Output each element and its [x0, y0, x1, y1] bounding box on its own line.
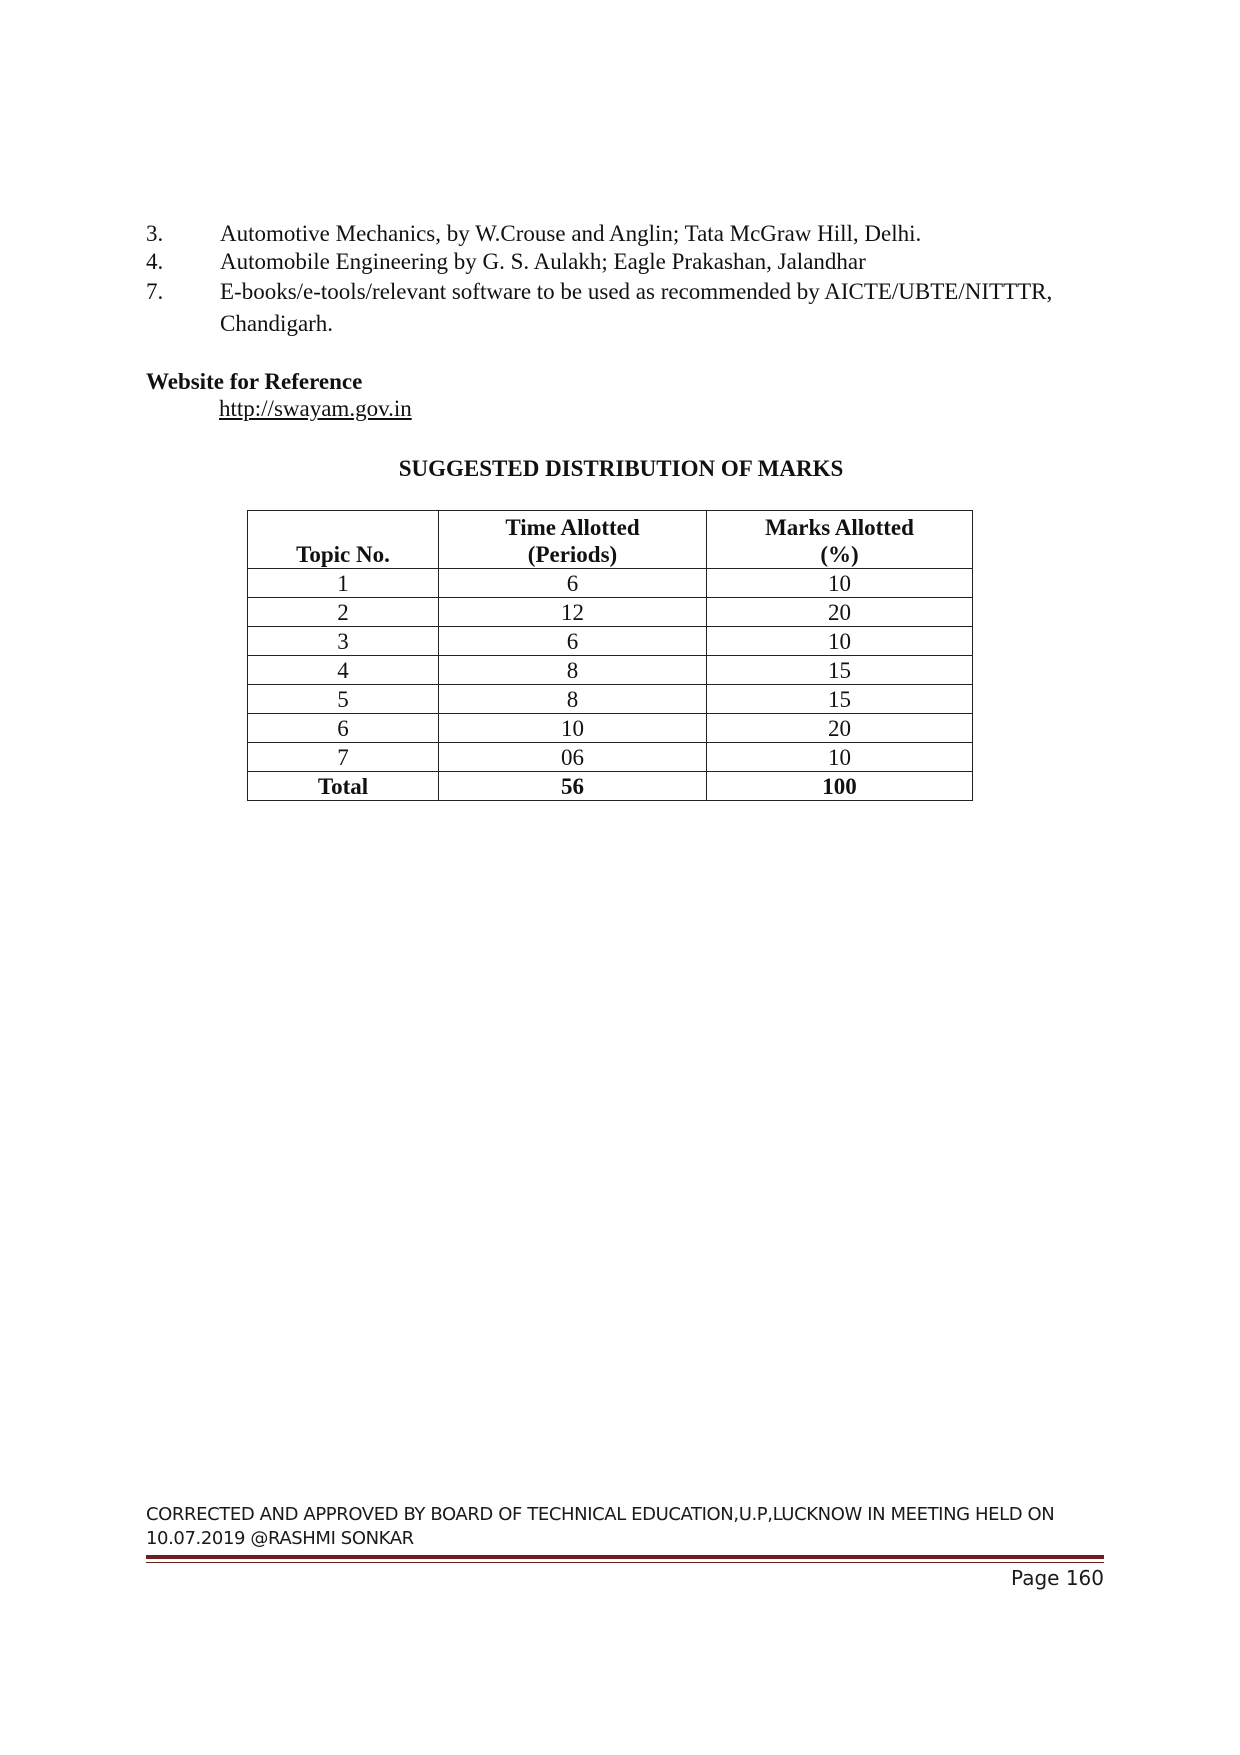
footer-approval-note: CORRECTED AND APPROVED BY BOARD OF TECHNICAL EDUCATION,U.P,LUCKNOW IN MEETING HELD ON 10.07.2019 @RASHMI SONKAR — [146, 1504, 1055, 1549]
header-topic-no — [248, 511, 439, 569]
header-time-line2: (Periods) — [527, 542, 618, 567]
footer-divider — [146, 1555, 1104, 1559]
cell-total-marks: 100 — [707, 772, 973, 801]
reference-item — [146, 248, 1126, 276]
marks-distribution-table — [247, 510, 973, 801]
page-number: Page 160 — [1011, 1566, 1104, 1590]
table-total-row — [248, 772, 973, 801]
table-row — [248, 627, 973, 656]
header-marks-line2: (%) — [820, 542, 859, 567]
cell-marks: 10 — [707, 743, 973, 772]
reference-list — [146, 220, 1126, 340]
cell-time: 8 — [439, 685, 707, 714]
cell-topic: 1 — [248, 569, 439, 598]
reference-text: Automotive Mechanics, by W.Crouse and Anglin; Tata McGraw Hill, Delhi. — [220, 221, 922, 246]
cell-topic: 7 — [248, 743, 439, 772]
website-link[interactable]: http://swayam.gov.in — [219, 396, 412, 421]
cell-marks: 10 — [707, 569, 973, 598]
reference-item — [146, 276, 1126, 340]
cell-marks: 20 — [707, 598, 973, 627]
reference-number: 7. — [146, 279, 164, 304]
reference-item — [146, 220, 1126, 248]
table-row — [248, 714, 973, 743]
table-row — [248, 598, 973, 627]
table-row — [248, 743, 973, 772]
table-title: SUGGESTED DISTRIBUTION OF MARKS — [398, 456, 844, 481]
header-marks-line1: Marks Allotted — [765, 515, 914, 540]
cell-topic: 2 — [248, 598, 439, 627]
cell-time: 06 — [439, 743, 707, 772]
header-time-line1: Time Allotted — [505, 515, 640, 540]
cell-marks: 10 — [707, 627, 973, 656]
footer-divider-thin — [146, 1562, 1104, 1563]
cell-time: 6 — [439, 569, 707, 598]
cell-marks: 15 — [707, 685, 973, 714]
cell-time: 8 — [439, 656, 707, 685]
table-header-row — [248, 511, 973, 569]
cell-total-time: 56 — [439, 772, 707, 801]
cell-topic: 3 — [248, 627, 439, 656]
website-heading: Website for Reference — [146, 369, 363, 394]
header-marks-allotted — [707, 511, 973, 569]
cell-total-label: Total — [248, 772, 439, 801]
cell-topic: 4 — [248, 656, 439, 685]
table-row — [248, 569, 973, 598]
header-time-allotted — [439, 511, 707, 569]
cell-topic: 6 — [248, 714, 439, 743]
reference-number: 3. — [146, 221, 164, 246]
table-row — [248, 685, 973, 714]
reference-text: Automobile Engineering by G. S. Aulakh; Eagle Prakashan, Jalandhar — [220, 249, 866, 274]
cell-time: 6 — [439, 627, 707, 656]
cell-time: 12 — [439, 598, 707, 627]
header-topic-label: Topic No. — [296, 542, 390, 567]
table-row — [248, 656, 973, 685]
cell-marks: 20 — [707, 714, 973, 743]
cell-time: 10 — [439, 714, 707, 743]
cell-topic: 5 — [248, 685, 439, 714]
cell-marks: 15 — [707, 656, 973, 685]
reference-text: E-books/e-tools/relevant software to be used as recommended by AICTE/UBTE/NITTTR, Chandigarh. — [220, 279, 1053, 336]
reference-number: 4. — [146, 249, 164, 274]
